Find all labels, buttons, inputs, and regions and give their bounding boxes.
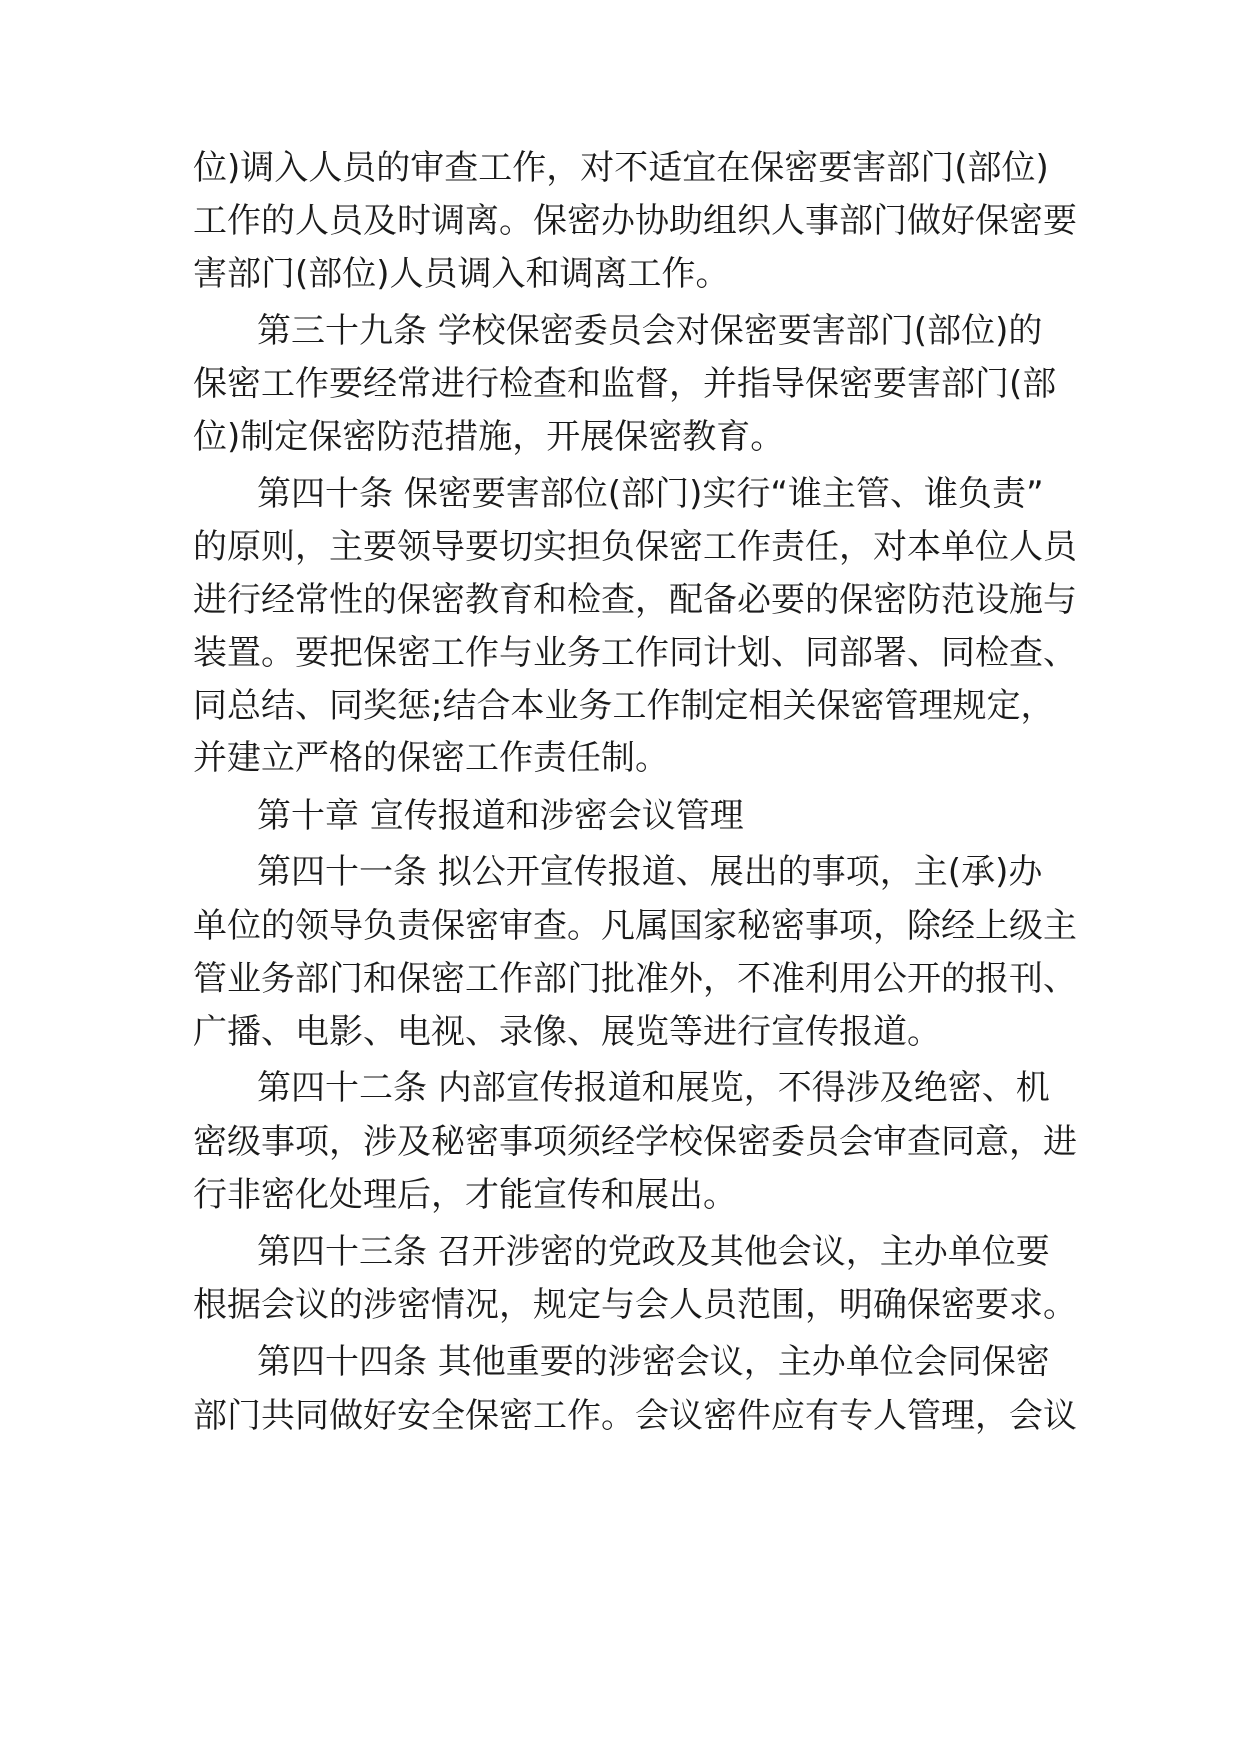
text-line: 装置。要把保密工作与业务工作同计划、同部署、同检查、 — [193, 633, 1077, 673]
text-line: 的原则，主要领导要切实担负保密工作责任，对本单位人员 — [193, 527, 1077, 567]
article-44-heading: 第四十四条 其他重要的涉密会议，主办单位会同保密 — [257, 1342, 1050, 1382]
article-39-heading: 第三十九条 学校保密委员会对保密要害部门(部位)的 — [257, 311, 1043, 351]
text-line: 位)制定保密防范措施，开展保密教育。 — [193, 417, 785, 457]
text-line: 并建立严格的保密工作责任制。 — [193, 738, 669, 778]
text-line: 管业务部门和保密工作部门批准外，不准利用公开的报刊、 — [193, 959, 1077, 999]
text-line: 密级事项，涉及秘密事项须经学校保密委员会审查同意，进 — [193, 1122, 1077, 1162]
text-line: 行非密化处理后，才能宣传和展出。 — [193, 1175, 737, 1215]
text-line: 进行经常性的保密教育和检查，配备必要的保密防范设施与 — [193, 580, 1077, 620]
text-line: 部门共同做好安全保密工作。会议密件应有专人管理，会议 — [193, 1396, 1077, 1436]
text-line: 广播、电影、电视、录像、展览等进行宣传报道。 — [193, 1012, 941, 1052]
article-42-heading: 第四十二条 内部宣传报道和展览，不得涉及绝密、机 — [257, 1068, 1050, 1108]
chapter-10-heading: 第十章 宣传报道和涉密会议管理 — [257, 796, 744, 836]
text-line: 保密工作要经常进行检查和监督，并指导保密要害部门(部 — [193, 364, 1057, 404]
text-line: 根据会议的涉密情况，规定与会人员范围，明确保密要求。 — [193, 1285, 1077, 1325]
article-43-heading: 第四十三条 召开涉密的党政及其他会议，主办单位要 — [257, 1232, 1050, 1272]
article-41-heading: 第四十一条 拟公开宣传报道、展出的事项，主(承)办 — [257, 852, 1043, 892]
text-line: 工作的人员及时调离。保密办协助组织人事部门做好保密要 — [193, 201, 1077, 241]
article-40-heading: 第四十条 保密要害部位(部门)实行“谁主管、谁负责” — [257, 474, 1044, 514]
text-line: 单位的领导负责保密审查。凡属国家秘密事项，除经上级主 — [193, 906, 1077, 946]
text-line: 害部门(部位)人员调入和调离工作。 — [193, 254, 730, 294]
text-line: 同总结、同奖惩;结合本业务工作制定相关保密管理规定， — [193, 686, 1055, 726]
text-line: 位)调入人员的审查工作，对不适宜在保密要害部门(部位) — [193, 148, 1049, 188]
